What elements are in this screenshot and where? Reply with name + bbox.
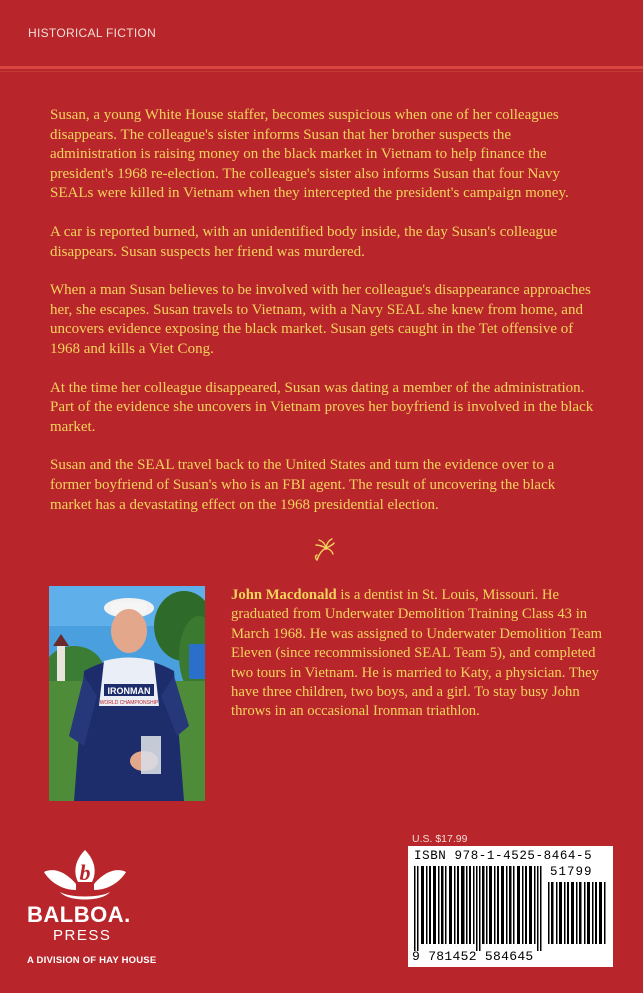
author-name: John Macdonald	[231, 587, 337, 603]
blurb-paragraph: Susan and the SEAL travel back to the United States and turn the evidence over to a former boyfriend of Susan's who is an FBI agent. The result of uncovering the black market has a devastating effect on the 1968 presidential election.	[50, 457, 556, 513]
blurb-paragraph: Susan, a young White House staffer, becomes suspicious when one of her colleagues disappears. The colleague's sister informs Susan that her brother suspects the administration is raising money on the black market in Vietnam to help finance the president's 1968 re-election. The colleague's sister also informs Susan that four Navy SEALs were killed in Vietnam when they intercepted the president's campaign money.	[50, 107, 569, 202]
blurb-paragraph: At the time her colleague disappeared, Susan was dating a member of the administration. Part of the evidence she uncovers in Vietnam proves her boyfriend is involved in the black market.	[50, 379, 594, 435]
author-photo	[49, 586, 205, 801]
blurb-paragraph: When a man Susan believes to be involved with her colleague's disappearance approaches her, she escapes. Susan travels to Vietnam, with a Navy SEAL she knew from home, and uncovers evidence exposing the black market. Susan gets caught in the Tet offensive of 1968 and kills a Viet Cong.	[50, 282, 591, 357]
publisher-name: BALBOA.	[27, 902, 131, 927]
isbn-number: ISBN 978-1-4525-8464-5	[414, 849, 593, 863]
isbn-barcode	[408, 846, 613, 967]
header-rule-thin	[0, 71, 643, 72]
author-bio-text: is a dentist in St. Louis, Missouri. He graduated from Underwater Demolition Training Class 43 in March 1968. He was assigned to Underwater Demolition Team Eleven (since recommissioned SEAL Team 5), and completed two tours in Vietnam. He is married to Katy, a physician. They have three children, two boys, and a girl. To stay busy John throws in an occasional Ironman triathlon.	[231, 587, 603, 720]
author-bio	[231, 586, 603, 722]
book-blurb	[50, 106, 595, 534]
addon-number: 51799	[550, 865, 593, 879]
blurb-paragraph: A car is reported burned, with an unidentified body inside, the day Susan's colleague disappears. Susan suspects her friend was murdered.	[50, 223, 558, 260]
addon-barcode-bars	[548, 882, 608, 944]
genre-label: HISTORICAL FICTION	[28, 26, 157, 40]
header-rule	[0, 66, 643, 69]
logo-letter: b	[79, 860, 91, 885]
shirt-print: IRONMAN	[107, 686, 151, 696]
balboa-lotus-logo-icon	[40, 848, 130, 906]
ean-number: 9 781452 584645	[412, 949, 534, 964]
publisher-imprint: PRESS	[53, 927, 112, 944]
price-label: U.S. $17.99	[412, 833, 468, 845]
ean-barcode-bars	[414, 866, 544, 951]
ornament-flourish-icon	[313, 536, 335, 562]
publisher-division: A DIVISION OF HAY HOUSE	[27, 955, 157, 966]
shirt-print-sub: WORLD CHAMPIONSHIP	[99, 700, 159, 706]
